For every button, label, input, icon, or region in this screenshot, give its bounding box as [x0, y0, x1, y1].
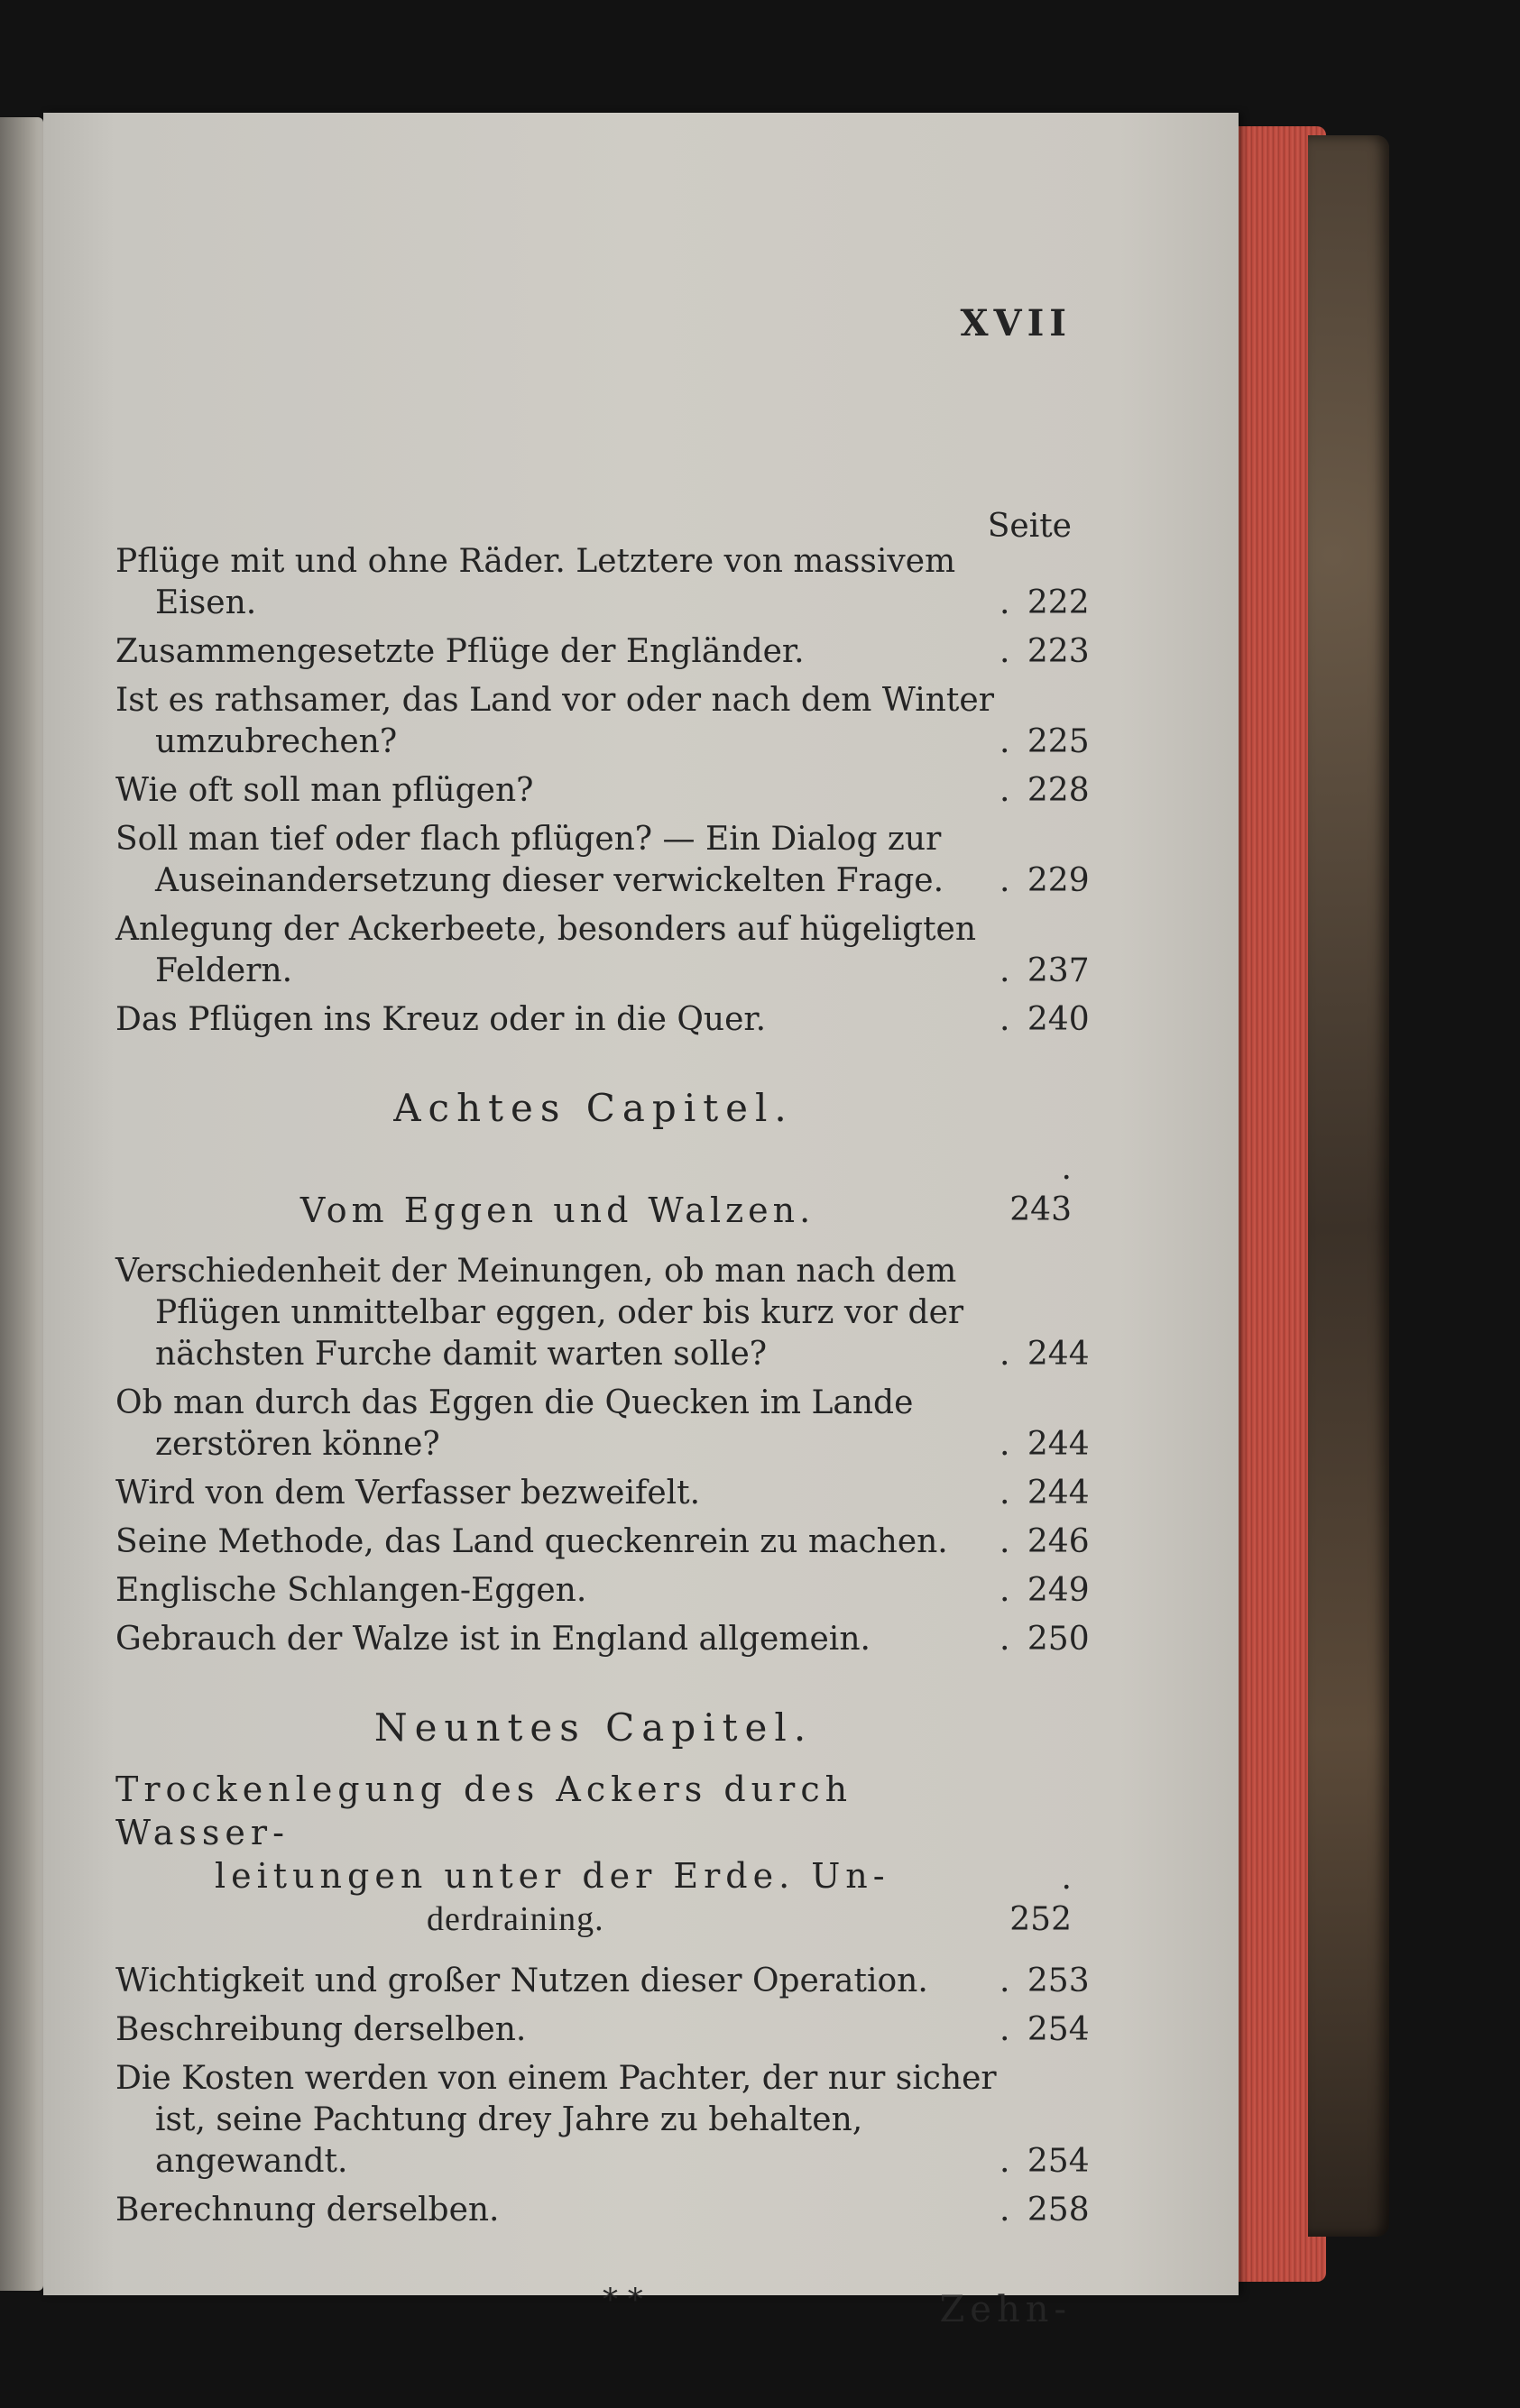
book-cover	[1308, 135, 1389, 2237]
entry-title: Das Pflügen ins Kreuz oder in die Quer.	[115, 1001, 767, 1038]
entry-page: . 254	[1000, 2009, 1072, 2051]
toc-entry	[115, 999, 1090, 1041]
seite-label: Seite	[987, 508, 1072, 545]
chapter-subtitle-8	[115, 1148, 1072, 1231]
toc-entry	[115, 1961, 1090, 2002]
ornament: * *	[603, 2282, 643, 2318]
entry-page: . 258	[1000, 2190, 1072, 2231]
toc-entry	[115, 819, 1090, 902]
entry-page: . 223	[1000, 631, 1072, 673]
entry-title: Anlegung der Ackerbeete, besonders auf hügeligten Feldern.	[115, 911, 977, 989]
chapter-subtitle-text: Vom Eggen und Walzen.	[299, 1190, 815, 1230]
toc-entry	[115, 1521, 1090, 1563]
toc-entry	[115, 680, 1090, 763]
entry-title: Zusammengesetzte Pflüge der Engländer.	[115, 633, 805, 670]
chapter-subtitle-9	[115, 1768, 1072, 1941]
page-footer	[115, 2282, 1072, 2330]
entry-page: . 225	[1000, 721, 1072, 763]
entry-page: . 244	[1000, 1424, 1072, 1466]
entry-page: . 222	[1000, 583, 1072, 624]
entry-title: Die Kosten werden von einem Pachter, der nur sicher ist, seine Pachtung drey Jahre zu behalten, angewandt.	[115, 2060, 997, 2180]
entry-page: . 253	[1000, 1961, 1072, 2002]
entry-page: . 228	[1000, 770, 1072, 812]
page-folio: XVII	[960, 302, 1072, 345]
entry-title: Berechnung derselben.	[115, 2192, 500, 2229]
catchword: Zehn-	[939, 2289, 1072, 2330]
entry-page: . 249	[1000, 1570, 1072, 1612]
entry-title: Seine Methode, das Land queckenrein zu machen.	[115, 1523, 948, 1560]
subtitle-line-2: leitungen unter der Erde. Un-	[215, 1856, 890, 1896]
chapter-page: . 252	[1000, 1858, 1072, 1941]
entry-title: Wird von dem Verfasser bezweifelt.	[115, 1475, 701, 1512]
entry-page: . 237	[1000, 951, 1072, 992]
entry-page: . 229	[1000, 860, 1072, 902]
toc-entry	[115, 1619, 1090, 1660]
toc-entry	[115, 770, 1090, 812]
entry-title: Ob man durch das Eggen die Quecken im Lande zerstören könne?	[115, 1384, 914, 1463]
chapter-page: . 243	[1000, 1148, 1072, 1231]
subtitle-line-3: derdraining.	[427, 1900, 604, 1938]
toc-entry	[115, 1570, 1090, 1612]
toc-entry	[115, 2058, 1090, 2183]
entry-title: Pflüge mit und ohne Räder. Letztere von massivem Eisen.	[115, 543, 956, 621]
toc-entry	[115, 2009, 1090, 2051]
entry-title: Wichtigkeit und großer Nutzen dieser Operation.	[115, 1962, 928, 1999]
entry-title: Wie oft soll man pflügen?	[115, 772, 534, 809]
entry-page: . 244	[1000, 1473, 1072, 1514]
toc-entry	[115, 631, 1090, 673]
entry-title: Verschiedenheit der Meinungen, ob man nach dem Pflügen unmittelbar eggen, oder bis kurz vor der nächsten Furche damit warten solle?	[115, 1253, 964, 1373]
entry-page: . 250	[1000, 1619, 1072, 1660]
entry-title: Englische Schlangen-Eggen.	[115, 1572, 587, 1609]
left-page-edge	[0, 117, 43, 2291]
toc-entry	[115, 2190, 1090, 2231]
entry-page: . 246	[1000, 1521, 1072, 1563]
chapter-heading-9: Neuntes Capitel.	[373, 1705, 814, 1750]
toc-entry	[115, 1383, 1090, 1466]
entry-page: . 244	[1000, 1334, 1072, 1375]
toc-entry	[115, 541, 1090, 624]
toc-entry	[115, 1473, 1090, 1514]
entry-title: Beschreibung derselben.	[115, 2011, 527, 2048]
table-of-contents	[115, 541, 1090, 2238]
subtitle-line-1: Trockenlegung des Ackers durch Wasser-	[115, 1769, 853, 1852]
chapter-heading-8: Achtes Capitel.	[393, 1086, 794, 1130]
entry-title: Ist es rathsamer, das Land vor oder nach dem Winter umzubrechen?	[115, 682, 994, 760]
entry-title: Gebrauch der Walze ist in England allgemein.	[115, 1621, 871, 1658]
entry-title: Soll man tief oder flach pflügen? — Ein Dialog zur Auseinandersetzung dieser verwickelten Frage.	[115, 821, 944, 899]
toc-entry	[115, 909, 1090, 992]
toc-entry	[115, 1251, 1090, 1375]
chapter-subtitle-lines	[115, 1768, 1000, 1941]
entry-page: . 240	[1000, 999, 1072, 1041]
entry-page: . 254	[1000, 2141, 1072, 2183]
book-page	[43, 113, 1239, 2330]
